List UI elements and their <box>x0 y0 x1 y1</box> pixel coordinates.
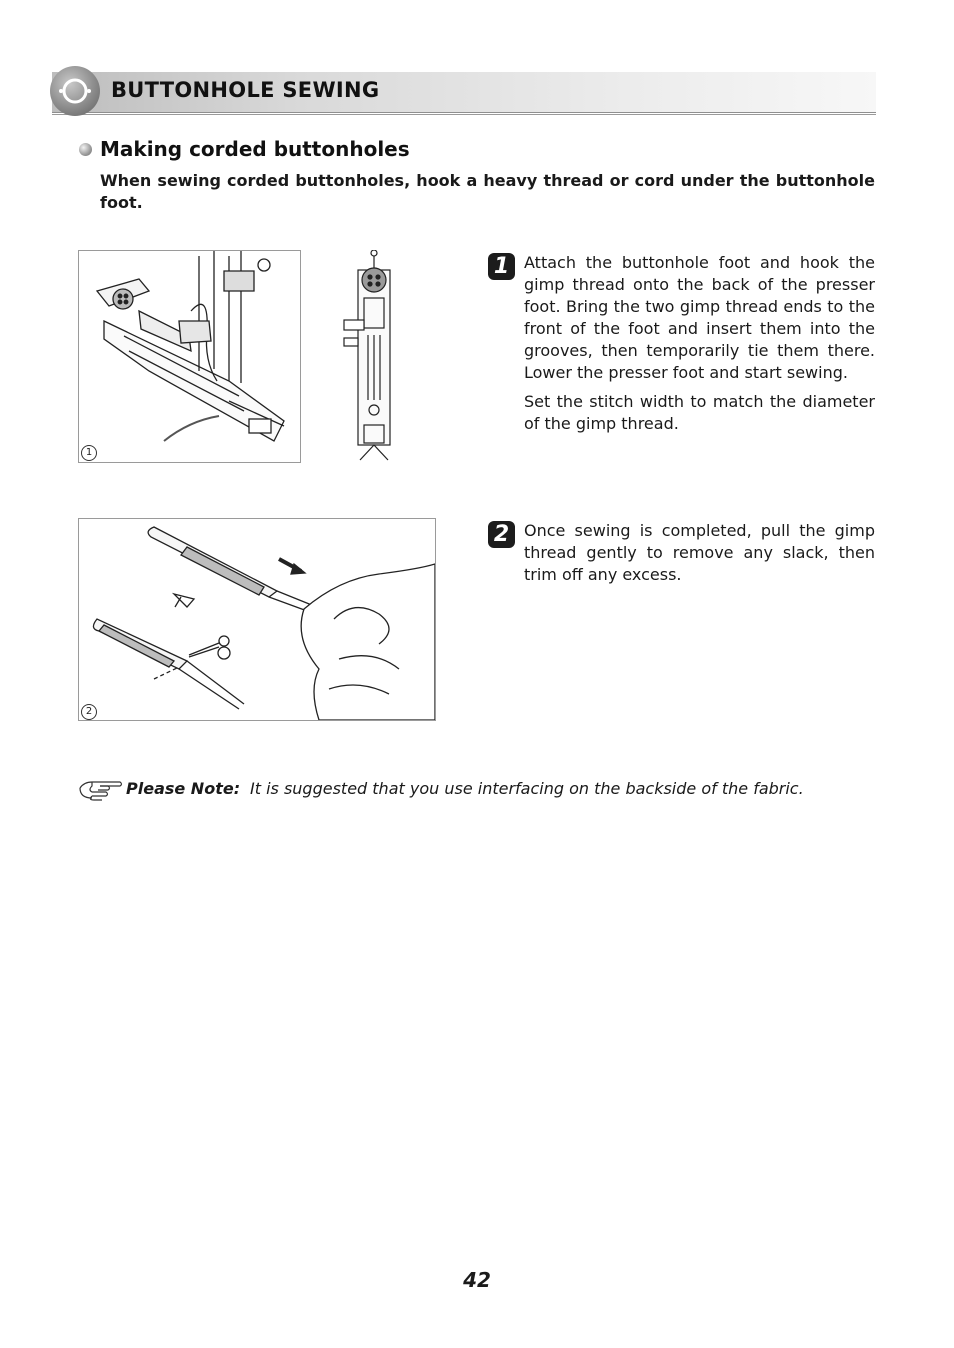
pointing-hand-icon <box>78 776 124 802</box>
page-number: 42 <box>463 1268 491 1292</box>
step-2-paragraph: Once sewing is completed, pull the gimp thread gently to remove any slack, then trim off any excess. <box>524 521 875 584</box>
figure-number: 2 <box>81 704 97 720</box>
trim-thread-icon <box>79 519 435 720</box>
foot-top-view-icon <box>340 250 405 462</box>
step-1-text <box>524 252 875 442</box>
please-note <box>78 776 878 804</box>
header-emblem-icon <box>50 66 100 116</box>
bullet-icon <box>79 143 92 156</box>
step-number-badge: 2 <box>488 521 515 548</box>
note-text: It is suggested that you use interfacing on the backside of the fabric. <box>250 779 804 798</box>
intro-text: When sewing corded buttonholes, hook a heavy thread or cord under the buttonhole foot. <box>100 171 875 212</box>
step-1-paragraph: Attach the buttonhole foot and hook the gimp thread onto the back of the presser foot. Bring the two gimp thread ends to the front of the foot and insert them into the grooves, then temporarily tie them there. Lower the presser foot and start sewing. <box>524 253 875 382</box>
figure-2-trim-illustration <box>78 518 436 721</box>
step-2-text <box>524 520 875 593</box>
page-title: BUTTONHOLE SEWING <box>111 78 380 102</box>
figure-1-foot-top-view <box>340 250 405 462</box>
header-divider <box>52 114 876 115</box>
note-label: Please Note: <box>126 779 241 798</box>
section-title: Making corded buttonholes <box>100 137 410 161</box>
step-number-badge: 1 <box>488 253 515 280</box>
figure-1-foot-illustration <box>78 250 301 463</box>
buttonhole-foot-icon <box>79 251 300 462</box>
step-1-paragraph: Set the stitch width to match the diameter of the gimp thread. <box>524 392 875 433</box>
figure-number: 1 <box>81 445 97 461</box>
